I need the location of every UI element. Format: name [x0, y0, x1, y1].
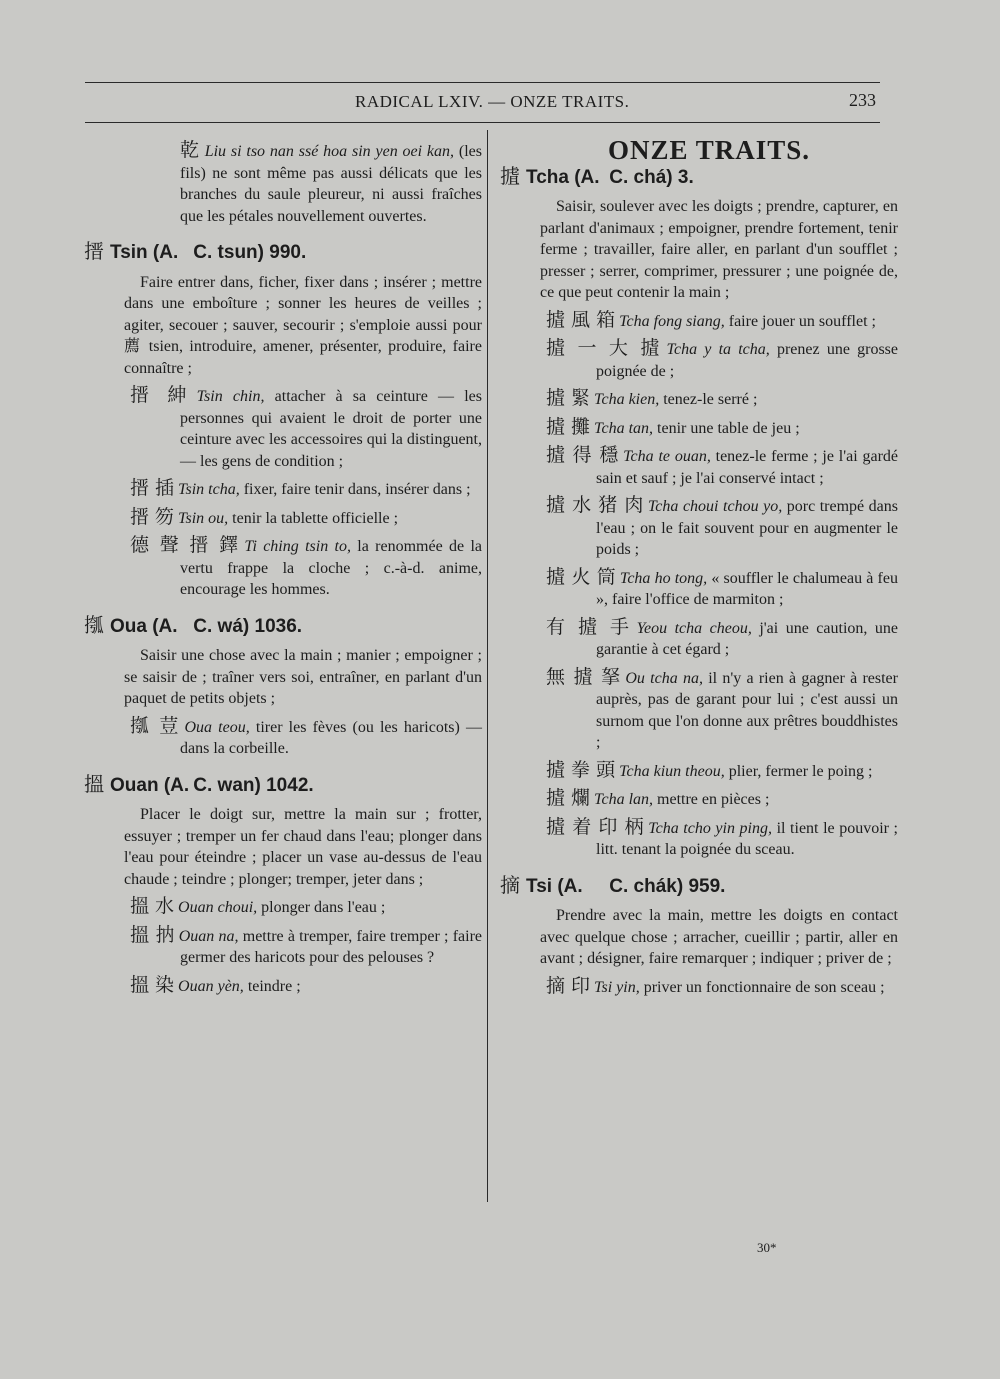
right-column [500, 136, 898, 1004]
example-chinese: 摣 緊 [546, 387, 591, 409]
example [130, 923, 483, 969]
example-chinese: 摣 爛 [546, 787, 591, 809]
example-romanization: Liu si tso nan ssé hoa sin yen oei kan, [204, 143, 455, 160]
example-translation: prenez une grosse poignée de ; [596, 341, 899, 380]
example-chinese: 乾 [180, 139, 200, 161]
example [130, 973, 482, 998]
example-chinese: 搵 水 [130, 895, 175, 917]
example-chinese: 摣 着 印 柄 [546, 815, 645, 838]
example-romanization: Yeou tcha cheou, [636, 619, 752, 637]
headword-character: 摘 [500, 872, 520, 897]
example-chinese: 搵 抐 [130, 923, 175, 946]
example-translation: (les fils) ne sont même pas aussi délicats que les branches du saule pleureur, ni aussi fraîches que les pétales nouvellement ouvertes. [180, 143, 482, 225]
example-chinese: 有 摣 手 [546, 615, 633, 638]
example [130, 384, 482, 472]
example-translation: tenir la tablette officielle ; [228, 509, 399, 527]
header-title: RADICAL LXIV. — ONZE TRAITS. [355, 92, 630, 111]
example-translation: faire jouer un soufflet ; [724, 312, 876, 330]
example-chinese: 德 聲 搢 鐸 [130, 534, 241, 556]
page-number: 233 [849, 90, 876, 110]
example [546, 665, 898, 754]
entry-headword [500, 872, 898, 898]
header-bottom-rule [85, 122, 880, 123]
header-top-rule [85, 82, 880, 83]
example-translation: il tient le pouvoir ; litt. tenant la poignée du sceau. [596, 819, 898, 858]
example-chinese: 摘 印 [546, 974, 591, 997]
headword-reading: Tcha (A. [526, 166, 600, 188]
example-romanization: Ouan choui, [178, 899, 258, 916]
entry-headword [84, 612, 482, 638]
example [130, 505, 482, 530]
example [546, 387, 898, 411]
example [546, 337, 899, 382]
headword-cantonese: C. wá) 1036. [193, 615, 303, 637]
section-heading: ONZE TRAITS. [607, 135, 811, 165]
headword-reading: Ouan (A. [110, 774, 190, 796]
example-romanization: Ouan yèn, [178, 977, 244, 995]
example-chinese: 摣 攤 [546, 415, 591, 438]
headword-character: 摦 [84, 612, 104, 637]
entry-definition: Placer le doigt sur, mettre la main sur ; frotter, essuyer ; tremper un fer chaud dans l'eau; plonger dans l'eau pour éteindre ; placer un vase au-dessus de l'eau chaude ; teindre ; plonger; tremper, jeter dans ; [124, 806, 482, 888]
example-romanization: Tcha fong siang, [619, 312, 725, 330]
example [546, 444, 899, 489]
example-chinese: 摣 風 箱 [546, 308, 616, 331]
example-translation: fixer, faire tenir dans, insérer dans ; [239, 481, 471, 498]
example-translation: mettre en pièces ; [653, 791, 770, 808]
headword-reading: Tsin (A. [110, 242, 179, 263]
example-romanization: Tcha kien, [594, 391, 660, 408]
entry-headword [84, 771, 482, 797]
example-romanization: Tcha tan, [594, 419, 654, 437]
headword-character: 搵 [84, 771, 104, 796]
example-chinese: 摣 水 猪 肉 [546, 494, 644, 516]
headword-character: 摣 [500, 163, 520, 188]
headword-cantonese: C. chák) 959. [609, 875, 726, 897]
example-chinese: 摣 得 穩 [546, 444, 620, 466]
example-translation: teindre ; [243, 977, 301, 995]
entry-headword [84, 241, 482, 264]
column-divider [487, 130, 488, 1202]
example-romanization: Tcha lan, [594, 791, 654, 808]
example-chinese: 摣 火 筒 [546, 565, 616, 588]
continued-example [180, 140, 482, 227]
example-translation: priver un fonctionnaire de son sceau ; [639, 978, 885, 996]
example [130, 534, 483, 601]
example [130, 895, 482, 919]
example-romanization: Ti ching tsin to, [244, 538, 351, 555]
example [546, 615, 898, 661]
example-romanization: Tcha te ouan, [623, 448, 711, 465]
headword-reading: Tsi (A. [526, 875, 583, 897]
example-romanization: Tcha y ta tcha, [666, 341, 770, 358]
example-translation: la renommée de la vertu frappe la cloche ; c.-à-d. anime, encourage les hommes. [180, 538, 483, 598]
example-translation: porc trempé dans l'eau ; on le fait souvent pour en augmenter le poids ; [596, 498, 899, 558]
example-translation: il n'y a rien à gagner à rester auprès, pas de garant pour lui ; c'est aussi un surnom que l'on donne aux prêtres bouddhistes ; [596, 669, 898, 751]
example-translation: tenir une table de jeu ; [653, 419, 800, 437]
example-chinese: 摣 一 大 摣 [546, 337, 663, 359]
example-translation: tenez-le serré ; [659, 391, 758, 408]
running-header [85, 88, 880, 116]
entry-definition: Prendre avec la main, mettre les doigts en contact avec quelque chose ; arracher, cueillir ; partir, aller en avant ; désigner, faire remarquer ; indiquer ; priver de ; [540, 907, 898, 967]
example-romanization: Tsin chin, [196, 388, 265, 405]
example-translation: plier, fermer le poing ; [724, 762, 873, 780]
example-romanization: Tcha ho tong, [619, 569, 708, 587]
example-chinese: 搢 紳 [130, 384, 193, 406]
headword-cantonese: C. tsun) 990. [193, 242, 307, 263]
footer-signature: 30* [757, 1240, 777, 1255]
headword-character: 搢 [84, 239, 104, 263]
example-chinese: 摣 拳 頭 [546, 758, 616, 781]
example [546, 815, 898, 861]
example-translation: j'ai une caution, une garantie à cet égard ; [596, 619, 898, 658]
example-translation: tenez-le ferme ; je l'ai gardé sain et sauf ; je l'ai conservé intact ; [596, 448, 899, 487]
left-column [84, 136, 482, 1003]
example [546, 308, 898, 333]
headword-reading: Oua (A. [110, 615, 178, 637]
example [546, 415, 898, 440]
example-translation: « souffler le chalumeau à feu », faire l'office de marmiton ; [596, 569, 898, 608]
example-romanization: Tsi yin, [594, 978, 640, 996]
entry-definition: Faire entrer dans, ficher, fixer dans ; insérer ; mettre dans une emboîture ; sonner les heures de veilles ; agiter, secouer ; sauver, secourir ; s'emploie aussi pour 薦 tsien, introduire, amener, présenter, produire, faire connaître ; [124, 273, 482, 377]
example-chinese: 無 摣 拏 [546, 665, 622, 688]
headword-cantonese: C. chá) 3. [609, 166, 694, 188]
entry-definition: Saisir, soulever avec les doigts ; prendre, capturer, en parlant d'animaux ; empoigner, prendre fortement, tenir ferme ; travailler, faire aller, en parlant d'un soufflet ; presser ; serrer, comprimer, pressurer ; une poignée de, ce que peut contenir la main ; [540, 198, 898, 301]
example [546, 758, 898, 783]
example-romanization: Tsin ou, [178, 509, 229, 527]
example-romanization: Oua teou, [184, 718, 250, 736]
example-translation: mettre à tremper, faire tremper ; faire germer des haricots pour des pelouses ? [180, 927, 483, 966]
entry-definition: Saisir une chose avec la main ; manier ; empoigner ; se saisir de ; traîner vers soi, entraîner, en parlant d'un paquet de petits objets ; [124, 647, 482, 707]
example [546, 494, 899, 561]
example [546, 974, 898, 999]
example-romanization: Tcha choui tchou yo, [647, 498, 783, 515]
example [546, 787, 898, 811]
headword-cantonese: C. wan) 1042. [193, 774, 314, 796]
example-romanization: Ouan na, [178, 927, 239, 945]
example [130, 477, 482, 501]
example-romanization: Tsin tcha, [178, 481, 240, 498]
example-romanization: Tcha kiun theou, [619, 762, 725, 780]
example-chinese: 搢 笏 [130, 505, 175, 528]
example-translation: plonger dans l'eau ; [257, 899, 386, 916]
example-translation: attacher à sa ceinture — les personnes qui avaient le droit de porter une ceinture avec les accessoires qui la distinguent, — les gens de condition ; [180, 388, 482, 470]
example [130, 714, 482, 760]
example [546, 565, 898, 611]
example-chinese: 搵 染 [130, 973, 175, 996]
entry-headword [500, 163, 898, 189]
example-romanization: Ou tcha na, [625, 669, 703, 687]
example-romanization: Tcha tcho yin ping, [648, 819, 772, 837]
example-chinese: 搢 插 [130, 477, 175, 499]
example-chinese: 摦 荳 [130, 714, 181, 737]
example-translation: tirer les fèves (ou les haricots) — dans la corbeille. [180, 718, 482, 757]
